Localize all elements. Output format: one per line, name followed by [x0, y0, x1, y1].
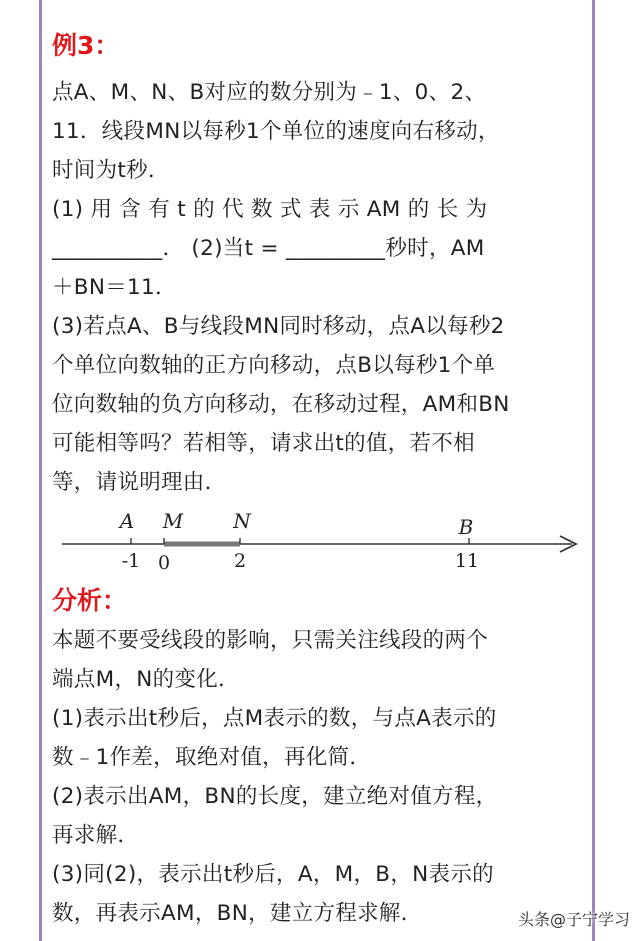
example-line: 个单位向数轴的正方向移动，点B以每秒1个单	[52, 353, 496, 378]
point-label-n: N	[233, 509, 251, 533]
watermark-text: 头条@子宁学习	[517, 909, 630, 929]
example-line: 等，请说明理由．	[52, 470, 227, 495]
analysis-line: 端点M，N的变化．	[52, 667, 240, 692]
analysis-line: 数，再表示AM，BN，建立方程求解．	[52, 901, 423, 926]
example-line: 11．线段MN以每秒1个单位的速度向右移动，	[52, 119, 500, 144]
analysis-line: 数﹣1作差，取绝对值，再化简．	[52, 745, 372, 770]
example-line: (1) 用 含 有 t 的 代 数 式 表 示 AM 的 长 为	[52, 197, 488, 222]
point-value-b: 11	[454, 550, 480, 572]
example-line: 点A、M、N、B对应的数分别为﹣1、0、2、	[52, 80, 487, 105]
example-line: 可能相等吗？若相等，请求出t的值，若不相	[52, 431, 475, 456]
point-label-m: M	[162, 509, 184, 533]
analysis-line: 本题不要受线段的影响，只需关注线段的两个	[52, 628, 489, 653]
watermark	[518, 903, 630, 933]
analysis-line: (1)表示出t秒后，点M表示的数，与点A表示的	[52, 706, 497, 731]
example-line: ＋BN＝11．	[52, 275, 177, 300]
example-line: (3)若点A、B与线段MN同时移动，点A以每秒2	[52, 314, 505, 339]
example-heading: 例3：	[52, 31, 120, 60]
analysis-heading: 分析：	[52, 586, 128, 615]
point-value-n: 2	[233, 550, 247, 572]
point-label-a: A	[119, 509, 135, 533]
example-line: 位向数轴的负方向移动，在移动过程，AM和BN	[52, 392, 510, 417]
point-value-a: -1	[121, 550, 141, 572]
analysis-line: (3)同(2)，表示出t秒后，A，M，B，N表示的	[52, 862, 494, 887]
example-line: 时间为t秒．	[52, 158, 170, 183]
analysis-line: 再求解．	[52, 823, 140, 848]
point-label-b: B	[458, 515, 474, 539]
example-line: __________． (2)当t = _________秒时，AM	[52, 236, 485, 261]
point-value-m: 0	[157, 552, 171, 574]
analysis-line: (2)表示出AM，BN的长度，建立绝对值方程，	[52, 784, 498, 809]
